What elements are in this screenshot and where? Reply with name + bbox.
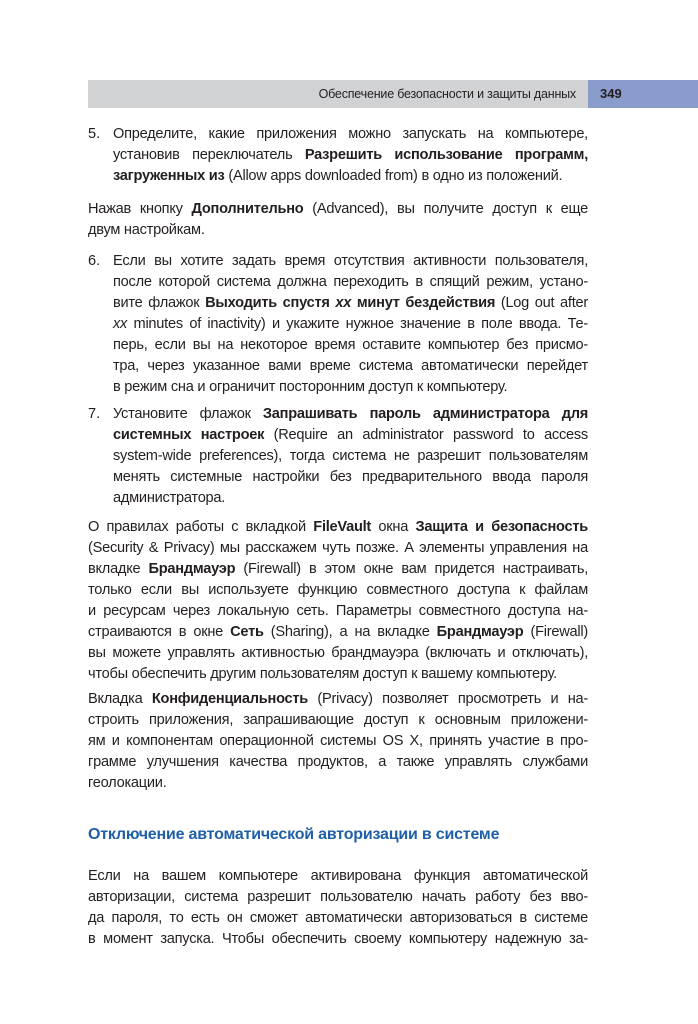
section-heading: Отключение автоматической авторизации в системе (88, 826, 500, 843)
list-item-6 (88, 251, 588, 398)
emphasized-term: xx (335, 295, 352, 311)
text-line (113, 404, 588, 425)
text-run: (Log out after (495, 295, 589, 311)
text-line (113, 377, 588, 398)
text-line (88, 664, 588, 685)
text-run: строить приложения, запрашивающие доступ к основным приложени- (88, 712, 588, 728)
text-run: (Privacy) позволяет просмотреть и на- (308, 691, 588, 707)
text-line (113, 272, 588, 293)
text-run: minutes of inactivity) и укажите нужное значение в поле ввода. Те- (127, 316, 588, 332)
emphasized-term: загруженных из (113, 168, 225, 184)
emphasized-term: Брандмауэр (436, 624, 524, 640)
text-run: (Security & Privacy) мы расскажем чуть позже. А элементы управления на (88, 540, 588, 556)
emphasized-term: Разрешить использование программ, (304, 147, 588, 163)
emphasized-term: Конфиденциальность (151, 691, 309, 707)
text-line (88, 559, 588, 580)
page-number-tab (588, 80, 698, 108)
emphasized-term: Брандмауэр (148, 561, 236, 577)
text-run: вите флажок (113, 295, 206, 311)
text-run: О правилах работы с вкладкой (88, 519, 314, 535)
text-line (88, 601, 588, 622)
text-line (88, 580, 588, 601)
text-run: Если на вашем компьютере активирована функция автоматической (88, 868, 588, 884)
text-run: system-wide preferences), тогда система не разрешит пользователям (113, 448, 588, 464)
text-run: страиваются в окне (88, 624, 231, 640)
paragraph-auto-login (88, 866, 588, 950)
text-run: (Allow apps downloaded from) в одно из положений. (224, 168, 563, 184)
list-number: 6. (88, 253, 101, 269)
text-run: перь, если вы на некоторое время оставите компьютер без присмо- (113, 337, 588, 353)
text-lines (88, 517, 588, 685)
running-header (88, 80, 588, 108)
text-run: (Require an administrator password to access (264, 427, 588, 443)
text-line (113, 251, 588, 272)
list-item-7 (88, 404, 588, 509)
text-line (88, 866, 588, 887)
text-lines (113, 124, 588, 187)
text-run: Если вы хотите задать время отсутствия активности пользователя, (113, 253, 588, 269)
list-number: 7. (88, 406, 101, 422)
text-line (113, 293, 588, 314)
text-run: геолокации. (88, 775, 167, 791)
text-line (113, 166, 588, 187)
text-run: администратора. (113, 490, 226, 506)
text-line (113, 446, 588, 467)
text-run: только если вы используете функцию совместного доступа к файлам (88, 582, 588, 598)
text-run: (Advanced), вы получите доступ к еще (303, 201, 588, 217)
text-run: грамме улучшения качества продуктов, а также управлять службами (88, 754, 588, 770)
text-line (88, 538, 588, 559)
emphasized-term: FileVault (313, 519, 372, 535)
text-line (113, 145, 588, 166)
running-header-title: Обеспечение безопасности и защиты данных (318, 87, 576, 101)
list-number: 5. (88, 126, 101, 142)
text-run: чтобы обеспечить другим пользователям доступ к вашему компьютеру. (88, 666, 557, 682)
text-line (113, 314, 588, 335)
text-lines (113, 251, 588, 398)
text-line (113, 124, 588, 145)
text-run: после которой система должна переходить в спящий режим, устано- (113, 274, 588, 290)
paragraph-privacy (88, 689, 588, 794)
text-run: ям и компонентам операционной системы OS X, принять участие в про- (88, 733, 588, 749)
text-line (113, 467, 588, 488)
text-line (113, 425, 588, 446)
text-run: установив переключатель (113, 147, 305, 163)
paragraph-filevault (88, 517, 588, 685)
text-line (88, 622, 588, 643)
text-line (88, 689, 588, 710)
text-run: окна (371, 519, 416, 535)
text-run: и ресурсам через локальную сеть. Параметры совместного доступа на- (88, 603, 588, 619)
text-line (88, 517, 588, 538)
text-lines (88, 866, 588, 950)
paragraph-advanced (88, 199, 588, 241)
text-run: вкладке (88, 561, 149, 577)
text-line (113, 356, 588, 377)
text-line (88, 887, 588, 908)
text-lines (88, 199, 588, 241)
text-lines (88, 689, 588, 794)
text-run: тра, через указанное вами време система автоматически перейдет (113, 358, 588, 374)
text-run: вы можете управлять активностью брандмауэра (включать и отключать), (88, 645, 588, 661)
text-run: (Firewall) в этом окне вам придется настраивать, (235, 561, 588, 577)
text-run: в момент запуска. Чтобы обеспечить своему компьютеру надежную за- (88, 931, 588, 947)
text-run: (Firewall) (523, 624, 588, 640)
text-run: авторизации, система разрешит пользователю начать работу без вво- (88, 889, 588, 905)
page-number: 349 (600, 86, 622, 101)
text-line (88, 752, 588, 773)
text-run: менять системные настройки без предварительного ввода пароля (113, 469, 588, 485)
text-line (88, 643, 588, 664)
text-run: двум настройкам. (88, 222, 205, 238)
text-line (88, 199, 588, 220)
text-run: (Sharing), а на вкладке (263, 624, 437, 640)
emphasized-term: Дополнительно (191, 201, 304, 217)
text-line (113, 335, 588, 356)
emphasized-term: Выходить спустя (205, 295, 336, 311)
emphasized-term: системных настроек (113, 427, 265, 443)
text-line (88, 220, 588, 241)
emphasized-term: Сеть (230, 624, 264, 640)
text-line (88, 929, 588, 950)
emphasized-term: минут бездействия (351, 295, 496, 311)
list-item-5 (88, 124, 588, 187)
text-line (88, 731, 588, 752)
text-run: Нажав кнопку (88, 201, 192, 217)
text-line (113, 488, 588, 509)
text-line (88, 710, 588, 731)
text-run: Установите флажок (113, 406, 263, 422)
emphasized-term: Защита и безопасность (415, 519, 588, 535)
text-run: Определите, какие приложения можно запускать на компьютере, (113, 126, 588, 142)
emphasized-term: xx (113, 316, 128, 332)
text-line (88, 773, 588, 794)
text-run: Вкладка (88, 691, 152, 707)
emphasized-term: Запрашивать пароль администратора для (262, 406, 588, 422)
text-run: в режим сна и ограничит посторонним доступ к компьютеру. (113, 379, 508, 395)
text-lines (113, 404, 588, 509)
text-run: да пароля, то есть он сможет автоматически авторизоваться в системе (88, 910, 588, 926)
text-line (88, 908, 588, 929)
